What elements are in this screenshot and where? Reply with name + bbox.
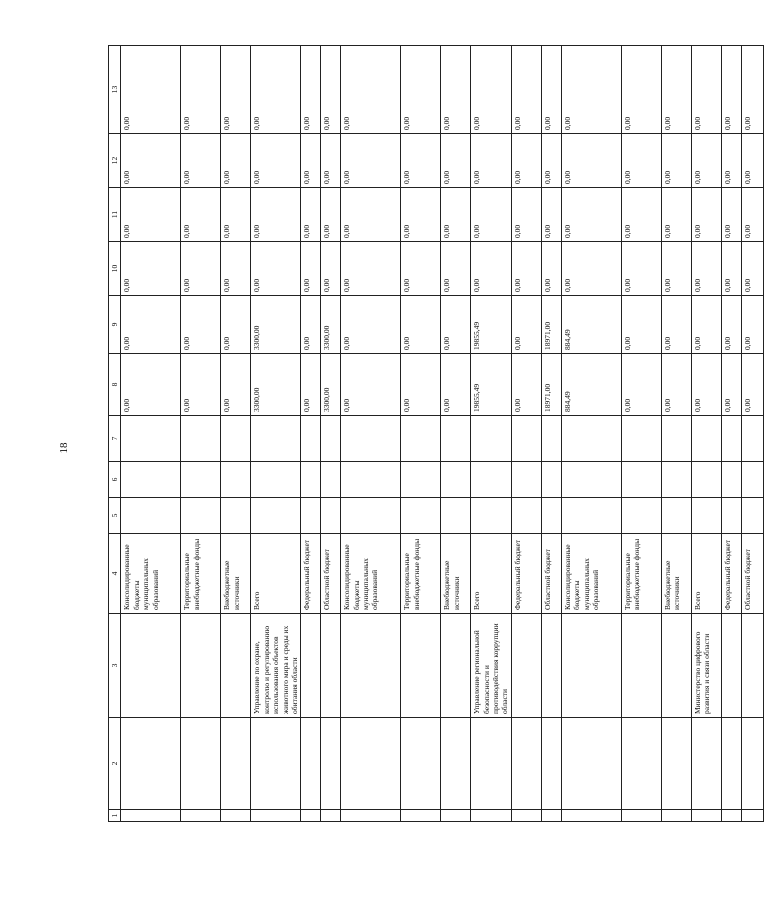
amount-cell: 0,00 bbox=[621, 242, 661, 296]
executor-cell: Министерство цифрового развития и связи области bbox=[691, 614, 721, 718]
amount-cell: 0,00 bbox=[661, 188, 691, 242]
amount-cell: 19855,49 bbox=[471, 296, 512, 354]
table-row bbox=[471, 46, 512, 822]
col6-cell bbox=[121, 462, 181, 498]
amount-cell: 3300,00 bbox=[251, 354, 301, 416]
col1-cell bbox=[441, 810, 471, 822]
table-row bbox=[221, 46, 251, 822]
table-row bbox=[511, 46, 541, 822]
amount-cell: 0,00 bbox=[301, 134, 321, 188]
executor-cell bbox=[181, 614, 221, 718]
col1-cell bbox=[251, 810, 301, 822]
amount-cell: 0,00 bbox=[661, 354, 691, 416]
table-row bbox=[301, 46, 321, 822]
amount-cell: 884,49 bbox=[561, 354, 621, 416]
column-number-cell: 11 bbox=[109, 188, 121, 242]
col1-cell bbox=[181, 810, 221, 822]
column-number-cell: 2 bbox=[109, 718, 121, 810]
col6-cell bbox=[301, 462, 321, 498]
col5-cell bbox=[401, 498, 441, 534]
table-row bbox=[401, 46, 441, 822]
col1-cell bbox=[221, 810, 251, 822]
executor-cell: Управление по охране, контролю и регулированию использования объектов животного мира и среды их обитания области bbox=[251, 614, 301, 718]
col7-cell bbox=[121, 416, 181, 462]
col1-cell bbox=[121, 810, 181, 822]
amount-cell: 0,00 bbox=[121, 188, 181, 242]
amount-cell: 0,00 bbox=[181, 46, 221, 134]
amount-cell: 0,00 bbox=[301, 188, 321, 242]
amount-cell: 0,00 bbox=[121, 242, 181, 296]
amount-cell: 0,00 bbox=[541, 46, 561, 134]
amount-cell: 0,00 bbox=[441, 134, 471, 188]
col7-cell bbox=[661, 416, 691, 462]
executor-cell: Управление региональной безопасности и противодействия коррупции области bbox=[471, 614, 512, 718]
col1-cell bbox=[511, 810, 541, 822]
amount-cell: 0,00 bbox=[301, 242, 321, 296]
amount-cell: 0,00 bbox=[251, 188, 301, 242]
col2-cell bbox=[741, 718, 763, 810]
col2-cell bbox=[221, 718, 251, 810]
funding-source-cell: Внебюджетные источники bbox=[441, 534, 471, 614]
amount-cell: 0,00 bbox=[621, 354, 661, 416]
funding-source-cell: Внебюджетные источники bbox=[661, 534, 691, 614]
executor-cell bbox=[441, 614, 471, 718]
table-row bbox=[721, 46, 741, 822]
funding-source-cell: Территориальные внебюджетные фонды bbox=[621, 534, 661, 614]
column-number-cell: 9 bbox=[109, 296, 121, 354]
funding-source-cell: Областной бюджет bbox=[741, 534, 763, 614]
col6-cell bbox=[441, 462, 471, 498]
col5-cell bbox=[121, 498, 181, 534]
col7-cell bbox=[441, 416, 471, 462]
col5-cell bbox=[541, 498, 561, 534]
amount-cell: 0,00 bbox=[181, 134, 221, 188]
executor-cell bbox=[401, 614, 441, 718]
amount-cell: 0,00 bbox=[341, 46, 401, 134]
amount-cell: 0,00 bbox=[691, 134, 721, 188]
amount-cell: 0,00 bbox=[301, 46, 321, 134]
amount-cell: 0,00 bbox=[511, 354, 541, 416]
amount-cell: 18971,00 bbox=[541, 354, 561, 416]
col1-cell bbox=[471, 810, 512, 822]
col6-cell bbox=[181, 462, 221, 498]
executor-cell bbox=[721, 614, 741, 718]
executor-cell bbox=[321, 614, 341, 718]
amount-cell: 0,00 bbox=[511, 46, 541, 134]
executor-cell bbox=[561, 614, 621, 718]
column-number-cell: 13 bbox=[109, 46, 121, 134]
col1-cell bbox=[541, 810, 561, 822]
col6-cell bbox=[541, 462, 561, 498]
amount-cell: 0,00 bbox=[301, 296, 321, 354]
amount-cell: 0,00 bbox=[401, 242, 441, 296]
col7-cell bbox=[561, 416, 621, 462]
col6-cell bbox=[721, 462, 741, 498]
executor-cell bbox=[221, 614, 251, 718]
col2-cell bbox=[721, 718, 741, 810]
executor-cell bbox=[541, 614, 561, 718]
amount-cell: 0,00 bbox=[341, 242, 401, 296]
col6-cell bbox=[321, 462, 341, 498]
col7-cell bbox=[301, 416, 321, 462]
amount-cell: 0,00 bbox=[251, 46, 301, 134]
executor-cell bbox=[301, 614, 321, 718]
col6-cell bbox=[741, 462, 763, 498]
column-number-row bbox=[109, 46, 121, 822]
funding-source-cell: Областной бюджет bbox=[321, 534, 341, 614]
budget-table-rotated bbox=[108, 46, 752, 822]
amount-cell: 0,00 bbox=[721, 134, 741, 188]
table-row bbox=[621, 46, 661, 822]
table-row bbox=[251, 46, 301, 822]
amount-cell: 0,00 bbox=[301, 354, 321, 416]
amount-cell: 0,00 bbox=[721, 242, 741, 296]
amount-cell: 0,00 bbox=[661, 134, 691, 188]
col2-cell bbox=[691, 718, 721, 810]
amount-cell: 0,00 bbox=[221, 46, 251, 134]
funding-source-cell: Территориальные внебюджетные фонды bbox=[401, 534, 441, 614]
amount-cell: 3300,00 bbox=[321, 296, 341, 354]
col2-cell bbox=[321, 718, 341, 810]
amount-cell: 0,00 bbox=[121, 46, 181, 134]
col5-cell bbox=[721, 498, 741, 534]
amount-cell: 0,00 bbox=[251, 242, 301, 296]
amount-cell: 0,00 bbox=[321, 46, 341, 134]
amount-cell: 0,00 bbox=[691, 296, 721, 354]
col1-cell bbox=[741, 810, 763, 822]
amount-cell: 0,00 bbox=[441, 188, 471, 242]
col5-cell bbox=[561, 498, 621, 534]
executor-cell bbox=[511, 614, 541, 718]
col5-cell bbox=[661, 498, 691, 534]
col1-cell bbox=[721, 810, 741, 822]
col6-cell bbox=[401, 462, 441, 498]
col6-cell bbox=[251, 462, 301, 498]
amount-cell: 0,00 bbox=[621, 134, 661, 188]
col7-cell bbox=[251, 416, 301, 462]
amount-cell: 19855,49 bbox=[471, 354, 512, 416]
col2-cell bbox=[181, 718, 221, 810]
amount-cell: 0,00 bbox=[251, 134, 301, 188]
executor-cell bbox=[741, 614, 763, 718]
col1-cell bbox=[401, 810, 441, 822]
col5-cell bbox=[181, 498, 221, 534]
col2-cell bbox=[121, 718, 181, 810]
col7-cell bbox=[721, 416, 741, 462]
col2-cell bbox=[621, 718, 661, 810]
col7-cell bbox=[511, 416, 541, 462]
column-number-cell: 4 bbox=[109, 534, 121, 614]
col1-cell bbox=[321, 810, 341, 822]
funding-source-cell: Федеральный бюджет bbox=[511, 534, 541, 614]
amount-cell: 0,00 bbox=[221, 296, 251, 354]
amount-cell: 0,00 bbox=[341, 296, 401, 354]
col6-cell bbox=[621, 462, 661, 498]
amount-cell: 0,00 bbox=[221, 134, 251, 188]
column-number-cell: 3 bbox=[109, 614, 121, 718]
col7-cell bbox=[691, 416, 721, 462]
table-row bbox=[691, 46, 721, 822]
amount-cell: 0,00 bbox=[661, 296, 691, 354]
table-row bbox=[121, 46, 181, 822]
col1-cell bbox=[301, 810, 321, 822]
amount-cell: 0,00 bbox=[441, 296, 471, 354]
amount-cell: 3300,00 bbox=[251, 296, 301, 354]
executor-cell bbox=[121, 614, 181, 718]
funding-source-cell: Консолидированные бюджеты муниципальных образований bbox=[341, 534, 401, 614]
amount-cell: 0,00 bbox=[401, 354, 441, 416]
amount-cell: 0,00 bbox=[621, 188, 661, 242]
amount-cell: 0,00 bbox=[621, 46, 661, 134]
amount-cell: 0,00 bbox=[661, 242, 691, 296]
amount-cell: 0,00 bbox=[561, 242, 621, 296]
amount-cell: 0,00 bbox=[661, 46, 691, 134]
col5-cell bbox=[251, 498, 301, 534]
amount-cell: 0,00 bbox=[401, 296, 441, 354]
col1-cell bbox=[621, 810, 661, 822]
amount-cell: 0,00 bbox=[441, 242, 471, 296]
amount-cell: 0,00 bbox=[691, 354, 721, 416]
col6-cell bbox=[511, 462, 541, 498]
amount-cell: 0,00 bbox=[221, 188, 251, 242]
col2-cell bbox=[301, 718, 321, 810]
column-number-cell: 6 bbox=[109, 462, 121, 498]
amount-cell: 0,00 bbox=[741, 354, 763, 416]
amount-cell: 0,00 bbox=[561, 188, 621, 242]
col5-cell bbox=[511, 498, 541, 534]
amount-cell: 0,00 bbox=[401, 188, 441, 242]
amount-cell: 0,00 bbox=[511, 296, 541, 354]
amount-cell: 0,00 bbox=[321, 134, 341, 188]
col1-cell bbox=[691, 810, 721, 822]
col7-cell bbox=[321, 416, 341, 462]
amount-cell: 0,00 bbox=[721, 296, 741, 354]
funding-source-cell: Территориальные внебюджетные фонды bbox=[181, 534, 221, 614]
amount-cell: 0,00 bbox=[441, 354, 471, 416]
amount-cell: 0,00 bbox=[741, 46, 763, 134]
funding-source-cell: Всего bbox=[691, 534, 721, 614]
col5-cell bbox=[471, 498, 512, 534]
col5-cell bbox=[301, 498, 321, 534]
amount-cell: 0,00 bbox=[721, 46, 741, 134]
col2-cell bbox=[441, 718, 471, 810]
funding-source-cell: Консолидированные бюджеты муниципальных образований bbox=[561, 534, 621, 614]
amount-cell: 0,00 bbox=[621, 296, 661, 354]
amount-cell: 0,00 bbox=[471, 134, 512, 188]
amount-cell: 0,00 bbox=[401, 46, 441, 134]
amount-cell: 0,00 bbox=[691, 242, 721, 296]
col2-cell bbox=[661, 718, 691, 810]
col5-cell bbox=[621, 498, 661, 534]
amount-cell: 0,00 bbox=[221, 242, 251, 296]
col6-cell bbox=[561, 462, 621, 498]
amount-cell: 0,00 bbox=[121, 296, 181, 354]
col7-cell bbox=[181, 416, 221, 462]
amount-cell: 0,00 bbox=[341, 188, 401, 242]
col7-cell bbox=[221, 416, 251, 462]
table-row bbox=[341, 46, 401, 822]
col5-cell bbox=[341, 498, 401, 534]
funding-source-cell: Всего bbox=[471, 534, 512, 614]
amount-cell: 0,00 bbox=[721, 354, 741, 416]
amount-cell: 0,00 bbox=[321, 242, 341, 296]
col2-cell bbox=[561, 718, 621, 810]
funding-source-cell: Всего bbox=[251, 534, 301, 614]
col5-cell bbox=[321, 498, 341, 534]
table-row bbox=[441, 46, 471, 822]
column-number-cell: 5 bbox=[109, 498, 121, 534]
amount-cell: 0,00 bbox=[321, 188, 341, 242]
amount-cell: 0,00 bbox=[511, 134, 541, 188]
col7-cell bbox=[471, 416, 512, 462]
table-row bbox=[741, 46, 763, 822]
amount-cell: 3300,00 bbox=[321, 354, 341, 416]
col2-cell bbox=[471, 718, 512, 810]
col6-cell bbox=[221, 462, 251, 498]
amount-cell: 0,00 bbox=[741, 134, 763, 188]
amount-cell: 0,00 bbox=[561, 134, 621, 188]
funding-source-cell: Консолидированные бюджеты муниципальных образований bbox=[121, 534, 181, 614]
amount-cell: 0,00 bbox=[181, 188, 221, 242]
table-row bbox=[561, 46, 621, 822]
col2-cell bbox=[251, 718, 301, 810]
amount-cell: 0,00 bbox=[511, 188, 541, 242]
amount-cell: 0,00 bbox=[561, 46, 621, 134]
column-number-cell: 12 bbox=[109, 134, 121, 188]
amount-cell: 0,00 bbox=[691, 188, 721, 242]
amount-cell: 0,00 bbox=[541, 134, 561, 188]
funding-source-cell: Федеральный бюджет bbox=[721, 534, 741, 614]
funding-source-cell: Внебюджетные источники bbox=[221, 534, 251, 614]
amount-cell: 0,00 bbox=[401, 134, 441, 188]
table-row bbox=[321, 46, 341, 822]
col6-cell bbox=[471, 462, 512, 498]
col5-cell bbox=[691, 498, 721, 534]
column-number-cell: 1 bbox=[109, 810, 121, 822]
table-row bbox=[661, 46, 691, 822]
amount-cell: 0,00 bbox=[341, 134, 401, 188]
amount-cell: 0,00 bbox=[221, 354, 251, 416]
amount-cell: 0,00 bbox=[121, 134, 181, 188]
amount-cell: 0,00 bbox=[341, 354, 401, 416]
amount-cell: 884,49 bbox=[561, 296, 621, 354]
col7-cell bbox=[541, 416, 561, 462]
page-number: 18 bbox=[58, 442, 70, 454]
amount-cell: 0,00 bbox=[471, 188, 512, 242]
amount-cell: 0,00 bbox=[181, 296, 221, 354]
col6-cell bbox=[691, 462, 721, 498]
executor-cell bbox=[341, 614, 401, 718]
amount-cell: 0,00 bbox=[471, 242, 512, 296]
amount-cell: 0,00 bbox=[721, 188, 741, 242]
amount-cell: 0,00 bbox=[181, 242, 221, 296]
col7-cell bbox=[621, 416, 661, 462]
funding-source-cell: Федеральный бюджет bbox=[301, 534, 321, 614]
amount-cell: 0,00 bbox=[741, 188, 763, 242]
amount-cell: 0,00 bbox=[741, 296, 763, 354]
col7-cell bbox=[401, 416, 441, 462]
column-number-cell: 8 bbox=[109, 354, 121, 416]
amount-cell: 0,00 bbox=[181, 354, 221, 416]
column-number-cell: 10 bbox=[109, 242, 121, 296]
funding-source-cell: Областной бюджет bbox=[541, 534, 561, 614]
col2-cell bbox=[541, 718, 561, 810]
col6-cell bbox=[341, 462, 401, 498]
col1-cell bbox=[341, 810, 401, 822]
amount-cell: 0,00 bbox=[471, 46, 512, 134]
col2-cell bbox=[511, 718, 541, 810]
amount-cell: 18971,00 bbox=[541, 296, 561, 354]
amount-cell: 0,00 bbox=[691, 46, 721, 134]
col1-cell bbox=[661, 810, 691, 822]
col7-cell bbox=[341, 416, 401, 462]
col6-cell bbox=[661, 462, 691, 498]
budget-table bbox=[108, 45, 764, 822]
col5-cell bbox=[741, 498, 763, 534]
table-row bbox=[181, 46, 221, 822]
amount-cell: 0,00 bbox=[541, 188, 561, 242]
amount-cell: 0,00 bbox=[511, 242, 541, 296]
table-row bbox=[541, 46, 561, 822]
amount-cell: 0,00 bbox=[441, 46, 471, 134]
col5-cell bbox=[441, 498, 471, 534]
amount-cell: 0,00 bbox=[541, 242, 561, 296]
col7-cell bbox=[741, 416, 763, 462]
amount-cell: 0,00 bbox=[121, 354, 181, 416]
col2-cell bbox=[401, 718, 441, 810]
executor-cell bbox=[621, 614, 661, 718]
executor-cell bbox=[661, 614, 691, 718]
col1-cell bbox=[561, 810, 621, 822]
col5-cell bbox=[221, 498, 251, 534]
col2-cell bbox=[341, 718, 401, 810]
amount-cell: 0,00 bbox=[741, 242, 763, 296]
column-number-cell: 7 bbox=[109, 416, 121, 462]
